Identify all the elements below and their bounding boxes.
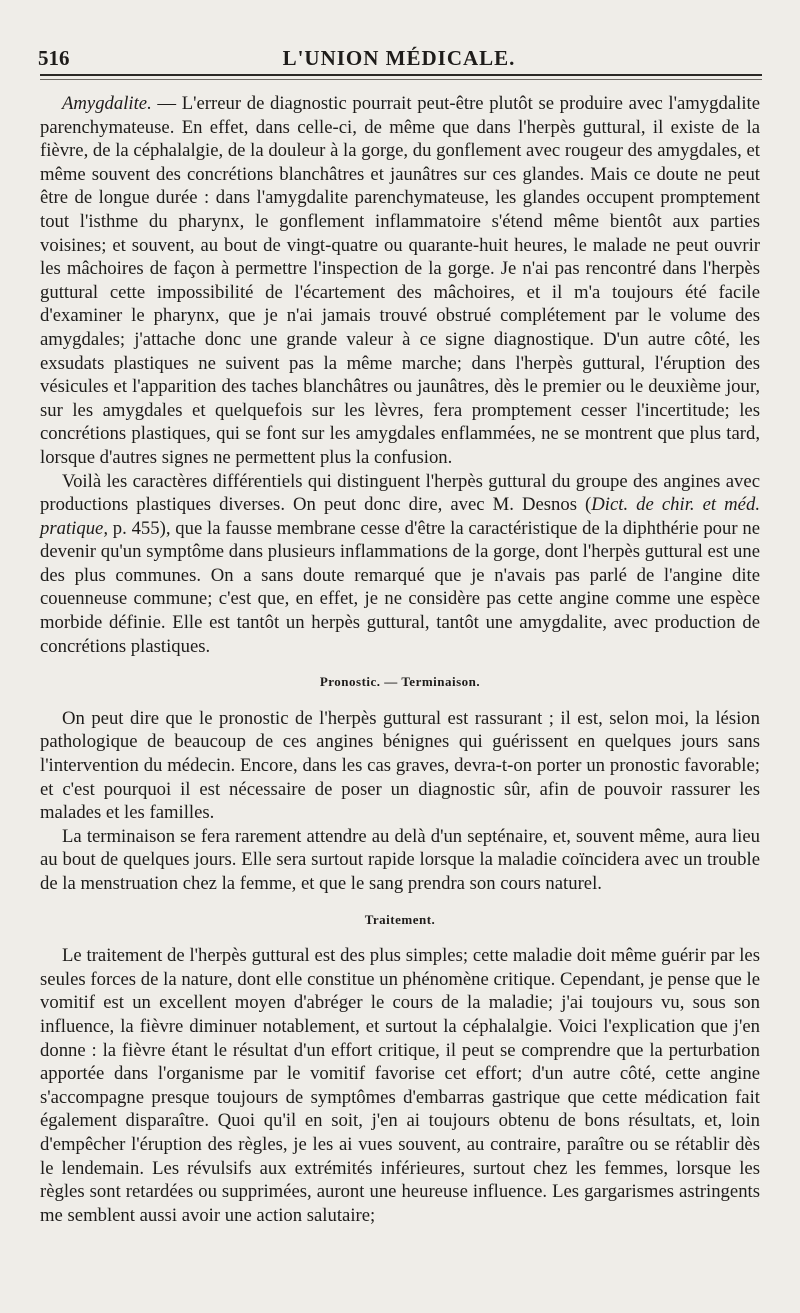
page-number: 516: [38, 46, 70, 70]
paragraph-traitement: Le traitement de l'herpès guttural est des plus simples; cette maladie doit même guérir par les seules forces de la nature, dont elle constitue un phénomène critique. Cependant, je pense que le vomitif est un excellent moyen d'abréger le cours de la maladie; j'ai toujours vu, sous son influence, la fièvre diminuer notablement, et surtout la céphalalgie. Voici l'explication que j'en donne : la fièvre étant le résultat d'un effort critique, il peut se comprendre que la perturbation apportée dans l'organisme par le vomitif favorise cet effort; d'un autre côté, cette angine s'accompagne presque toujours de symptômes d'embarras gastrique que cette médication fait également disparaître. Quoi qu'il en soit, j'en ai toujours obtenu de bons résultats, et, loin d'empêcher l'éruption des règles, je les ai vues souvent, au contraire, paraître ou se rétablir dès le lendemain. Les révulsifs aux extrémités inférieures, surtout chez les femmes, lorsque les règles sont retardées ou supprimées, auront une heureuse influence. Les gargarismes astringents me semblent aussi avoir une action salutaire;: [40, 945, 760, 1226]
paragraph-differential: [40, 470, 760, 659]
paragraph-terminaison: La terminaison se fera rarement attendre au delà d'un septénaire, et, souvent même, aura lieu au bout de quelques jours. Elle sera surtout rapide lorsque la maladie coïncidera avec un trouble de la menstruation chez la femme, et que le sang prendra son cours naturel.: [40, 825, 760, 894]
paragraph-text: p. 455), que la fausse membrane cesse d'être la caractéristique de la diphthérie pour ne devenir qu'un symptôme dans plusieurs inflammations de la gorge, dont l'herpès guttural est une des plus communes. On a sans doute remarqué que je n'avais pas parlé de l'angine dite couenneuse commune; c'est que, en effet, je ne considère pas cette angine comme une espèce morbide définie. Elle est tantôt un herpès guttural, tantôt une amygdalite, avec production de concrétions plastiques.: [40, 517, 760, 657]
section-title-traitement: Traitement.: [364, 911, 436, 927]
page-header: [38, 40, 760, 74]
paragraph-term: Amygdalite.: [62, 93, 152, 114]
paragraph-text: Voilà les caractères différentiels qui distinguent l'herpès guttural du groupe des angines avec productions plastiques diverses. On peut donc dire, avec M. Desnos (: [40, 470, 760, 516]
paragraph-amygdalite: [40, 92, 760, 470]
header-rule-thin: [40, 79, 762, 80]
paragraph-text: — L'erreur de diagnostic pourrait peut-être plutôt se produire avec l'amygdalite parenchymateuse. En effet, dans celle-ci, de même que dans l'herpès guttural, il existe de la fièvre, de la céphalalgie, de la douleur à la gorge, du gonflement avec rougeur des amygdales, et même souvent des concrétions blanchâtres et jaunâtres sur ces glandes. Mais ce doute ne peut être de longue durée : dans l'amygdalite parenchymateuse, les glandes occupent promptement tout l'isthme du pharynx, le gonflement inflammatoire s'étend même bientôt aux parties voisines; et souvent, au bout de vingt-quatre ou quarante-huit heures, le malade ne peut ouvrir les mâchoires de façon à permettre l'inspection de la gorge. Je n'ai pas rencontré dans l'herpès guttural cette impossibilité de l'écartement des mâchoires, et il m'a toujours été facile d'examiner le pharynx, que je n'ai jamais trouvé obstrué complétement par le volume des amygdales; j'attache donc une grande valeur à ce signe diagnostique. D'un autre côté, les exsudats plastiques ne suivent pas la même marche; dans l'herpès guttural, l'éruption des vésicules et l'apparition des taches blanchâtres ou jaunâtres, dès le premier ou le deuxième jour, sur les amygdales et quelquefois sur les lèvres, fera promptement cesser l'incertitude; les concrétions plastiques, qui se font sur les amygdales enflammées, ne se montrent que plus tard, lorsque d'autres signes ne permettent plus la confusion.: [40, 93, 760, 468]
paragraph-pronostic: On peut dire que le pronostic de l'herpès guttural est rassurant ; il est, selon moi, la lésion pathologique de beaucoup de ces angines bénignes qui guérissent en quelques jours sans l'intervention du médecin. Encore, dans les cas graves, devra-t-on porter un pronostic favorable; et c'est pourquoi il est nécessaire de poser un diagnostic sûr, afin de pouvoir rassurer les malades et les familles.: [40, 707, 760, 824]
running-title: L'UNION MÉDICALE.: [282, 46, 516, 70]
header-rule: [40, 74, 762, 76]
body-text: [40, 92, 760, 1227]
citation: Dict. de chir. et méd. pratique,: [40, 494, 760, 539]
section-title-pronostic: Pronostic. — Terminaison.: [319, 674, 481, 690]
